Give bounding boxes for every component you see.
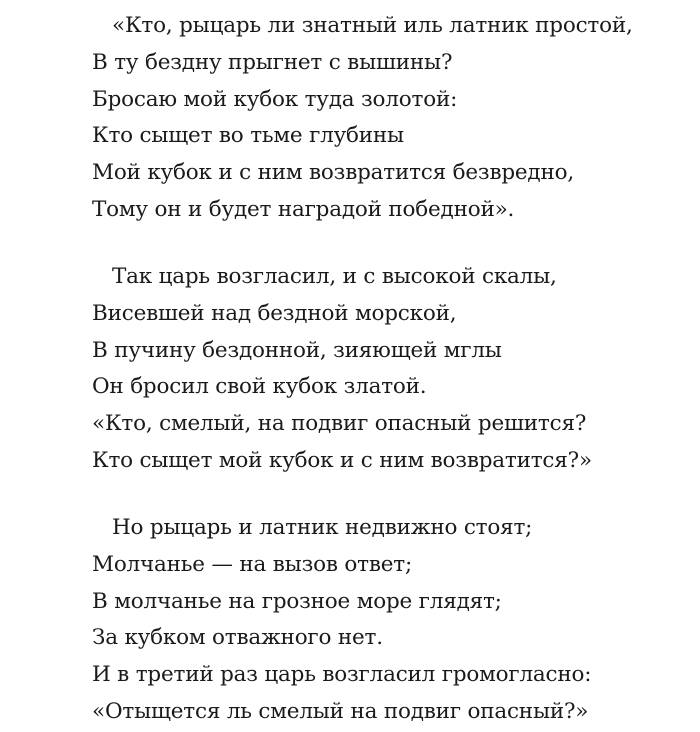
poem-line: Кто сыщет во тьме глубины xyxy=(92,123,404,149)
poem-line: Но рыцарь и латник недвижно стоят; xyxy=(112,515,533,540)
stanza-1 xyxy=(92,8,692,229)
poem-line: «Кто, рыцарь ли знатный иль латник простой, xyxy=(112,13,633,38)
poem-line: Мой кубок и с ним возвратится безвредно, xyxy=(92,160,574,186)
poem-line: Тому он и будет наградой победной». xyxy=(92,196,515,222)
poem-line: В молчанье на грозное море глядят; xyxy=(92,588,502,614)
poem-line: Висевшей над бездной морской, xyxy=(92,300,457,326)
poem-line: Молчанье — на вызов ответ; xyxy=(92,551,412,577)
poem-line: «Отыщется ль смелый на подвиг опасный?» xyxy=(92,698,589,724)
poem-line: За кубком отважного нет. xyxy=(92,625,383,651)
stanza-2 xyxy=(92,259,692,480)
poem-line: В ту бездну прыгнет с вышины? xyxy=(92,49,453,75)
poem-line: Бросаю мой кубок туда золотой: xyxy=(92,86,458,112)
poem-line: «Кто, смелый, на подвиг опасный решится? xyxy=(92,411,587,437)
poem-line: И в третий раз царь возгласил громогласно: xyxy=(92,662,592,688)
poem-line: Он бросил свой кубок златой. xyxy=(92,374,427,400)
poem-line: В пучину бездонной, зияющей мглы xyxy=(92,337,502,363)
stanza-3 xyxy=(92,510,692,731)
poem-line: Так царь возгласил, и с высокой скалы, xyxy=(112,264,557,289)
poem-line: Кто сыщет мой кубок и с ним возвратится?» xyxy=(92,447,592,473)
